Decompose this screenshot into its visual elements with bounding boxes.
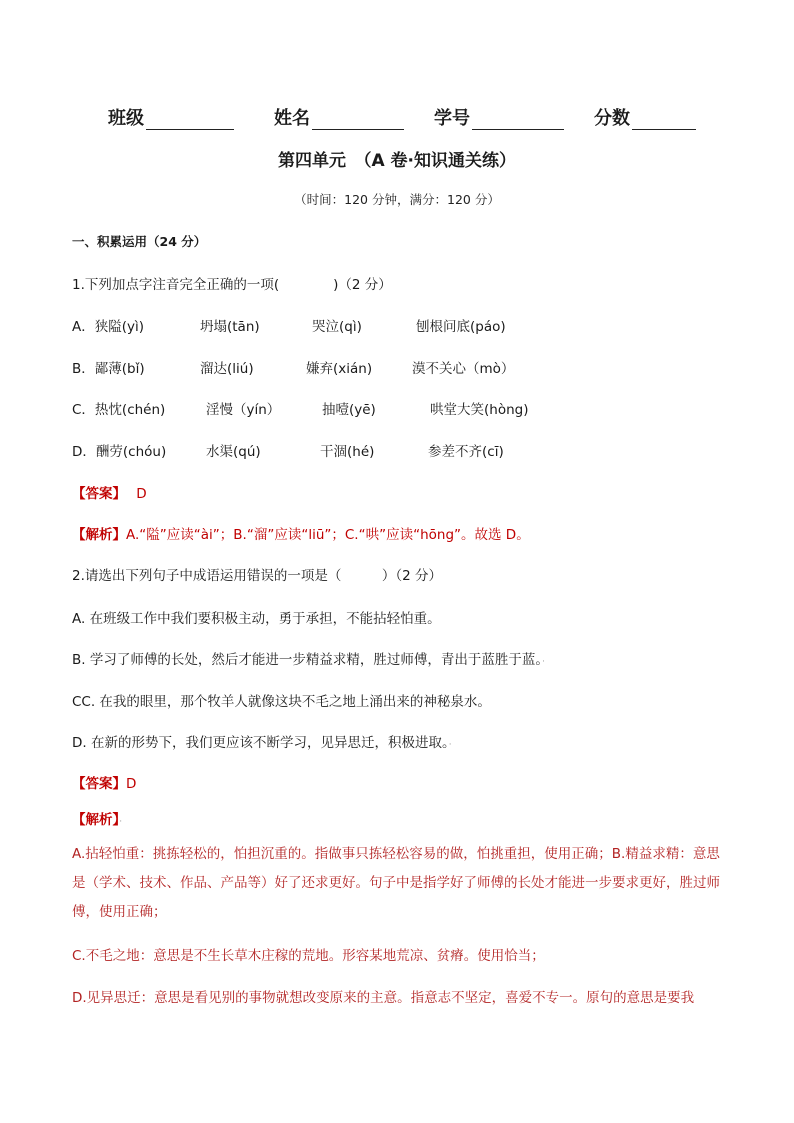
class-field: [108, 104, 234, 130]
q2-option-a[interactable]: A. 在班级工作中我们要积极主动，勇于承担，不能拈轻怕重。: [72, 611, 441, 627]
student-no-label: 学号: [434, 108, 470, 129]
student-no-field: [434, 104, 564, 130]
name-blank[interactable]: [312, 109, 404, 130]
q2-stem: 2.请选出下列句子中成语运用错误的一项是（ ）（2 分）: [72, 568, 443, 584]
score-label: 分数: [594, 108, 630, 129]
answer-label: 【答案】: [72, 776, 126, 792]
answer-label: 【答案】: [72, 486, 126, 502]
q2-option-c[interactable]: CC. 在我的眼里，那个牧羊人就像这块不毛之地上涌出来的神秘泉水。: [72, 694, 491, 710]
class-blank[interactable]: [146, 109, 234, 130]
paragraph-mark: ·: [119, 817, 123, 827]
q2-option-b[interactable]: B. 学习了师傅的长处，然后才能进一步精益求精，胜过师傅，青出于蓝胜于蓝。·: [72, 652, 545, 668]
q2-analysis-heading: [72, 808, 122, 828]
student-no-blank[interactable]: [472, 109, 564, 130]
page-title: 第四单元 （A 卷·知识通关练）: [277, 151, 517, 171]
exam-meta: （时间：120 分钟，满分：120 分）: [294, 192, 500, 207]
q2-analysis-paragraph: C.不毛之地：意思是不生长草木庄稼的荒地。形容某地荒凉、贫瘠。使用恰当；: [72, 948, 545, 964]
q2-option-d[interactable]: D. 在新的形势下，我们更应该不断学习，见异思迁，积极进取。·: [72, 735, 452, 751]
q2-answer: [72, 772, 136, 792]
score-blank[interactable]: [632, 109, 696, 130]
q2-analysis-paragraph: D.见异思迁：意思是看见别的事物就想改变原来的主意。指意志不坚定，喜爱不专一。原句的意思是要我: [72, 990, 695, 1006]
name-label: 姓名: [274, 108, 310, 129]
student-info-row: [108, 104, 696, 130]
answer-value: D: [136, 486, 147, 502]
analysis-label: 【解析】: [72, 527, 126, 543]
analysis-text: A.“隘”应读“ài”；B.“溜”应读“liū”；C.“哄”应读“hōng”。故选 D。: [126, 527, 530, 543]
score-field: [594, 104, 696, 130]
paragraph-mark: ·: [542, 657, 545, 667]
q2-analysis-paragraph: A.拈轻怕重：挑拣轻松的，怕担沉重的。指做事只拣轻松容易的做，怕挑重担，使用正确；B.精益求精：意思是（学术、技术、作品、产品等）好了还求更好。句子中是指学好了师傅的长处才能进一步要求更好，胜过师傅，使用正确；: [72, 846, 720, 920]
q1-answer: [72, 482, 147, 502]
q1-stem: 1.下列加点字注音完全正确的一项( )（2 分）: [72, 277, 392, 293]
name-field: [274, 104, 404, 130]
answer-value: D: [126, 776, 137, 792]
q1-analysis: [72, 523, 530, 543]
class-label: 班级: [108, 108, 144, 129]
exam-page: 班级 姓名 学号 分数 第四单元 （A 卷·知识通关练） （时间：120 分钟，满分：120 分） 一、积累运用（24 分） 1.下列加点字注音完全正确的一项( )（2 分） A．狭隘(yì) 坍塌(tān) 哭泣(qì) 刨根问底(páo) B．鄙薄(bǐ) 溜达(liú) 嫌弃(xián) 漠不关心（mò） C．热忱(chén) 淫慢（yín） 抽噎(yē) 哄堂大笑(hòng) D．酬劳(chóu) 水渠(qú) 干涸(hé) 参差不齐(cī) 【答案】 D 【解析】A.“隘”应读“ài”；B.“溜”应读“liū”；C.“哄”应读“hōng”。故选 D。 2.请选出下列句子中成语运用错误的一项是（ ）（2 分） A. 在班级工作中我们要积极主动，勇于承担，不能拈轻怕重。 B. 学习了师傅的长处，然后才能进一步精益求精，胜过师傅，青出于蓝胜于蓝。· CC. 在我的眼里，那个牧羊人就像这块不毛之地上涌出来的神秘泉水。 D. 在新的形势下，我们更应该不断学习，见异思迁，积极进取。· 【答案】D 【解析】· A.拈轻怕重：挑拣轻松的，怕担沉重的。指做事只拣轻松容易的做，怕挑重担，使用正确；B.精益求精：意思是（学术、技术、作品、产品等）好了还求更好。句子中是指学好了师傅的长处才能进一步要求更好，胜过师傅，使用正确； C.不毛之地：意思是不生长草木庄稼的荒地。形容某地荒凉、贫瘠。使用恰当； D.见异思迁：意思是看见别的事物就想改变原来的主意。指意志不坚定，喜爱不专一。原句的意思是要我: [0, 0, 794, 1123]
analysis-label: 【解析】: [72, 812, 120, 828]
paragraph-mark: ·: [448, 740, 452, 750]
section-heading: 一、积累运用（24 分）: [72, 234, 207, 249]
